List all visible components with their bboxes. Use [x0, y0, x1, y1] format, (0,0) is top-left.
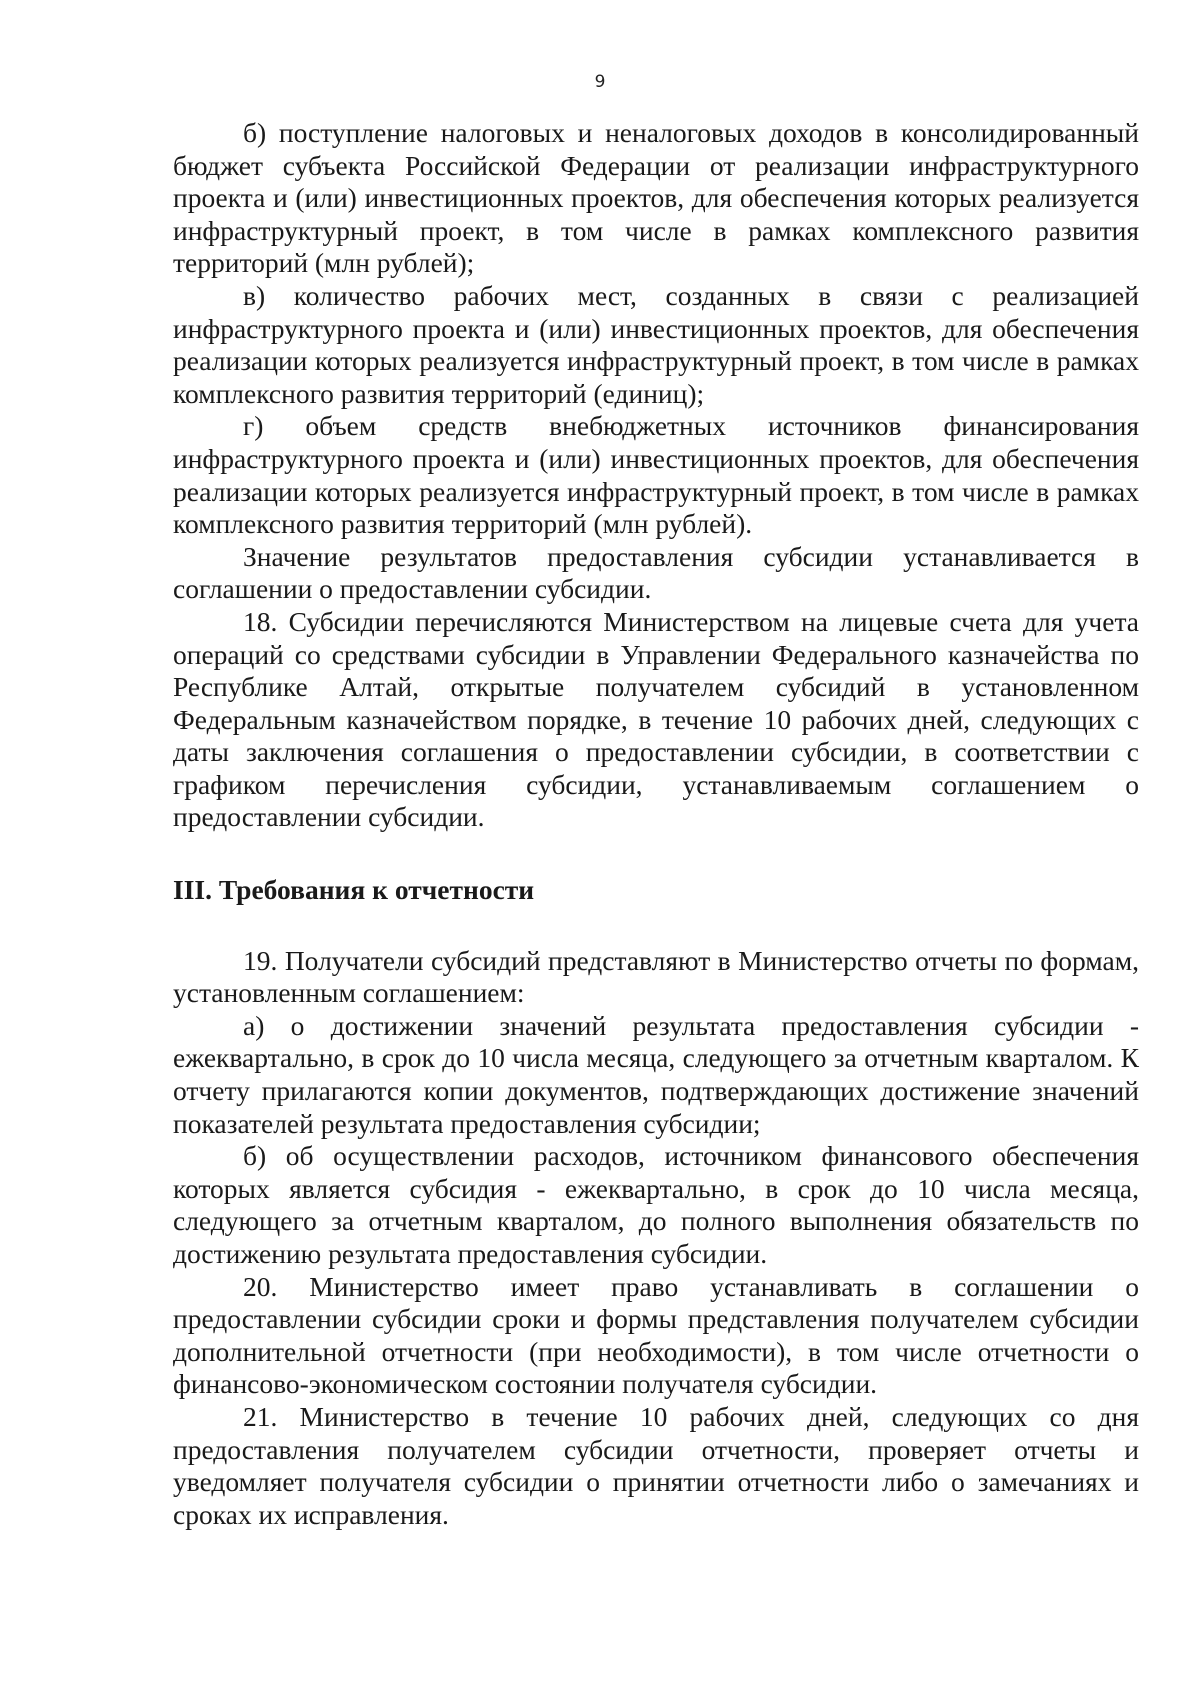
paragraph-item-b-tax-revenue: б) поступление налоговых и неналоговых доходов в консолидированный бюджет субъекта Российской Федерации от реализации инфраструктурного проекта и (или) инвестиционных проектов, для обеспечения которых реализуется инфраструктурный проект, в том числе в рамках комплексного развития территорий (млн рублей);	[173, 117, 1139, 279]
paragraph-clause-19-a: а) о достижении значений результата предоставления субсидии - ежеквартально, в срок до 10 числа месяца, следующего за отчетным кварталом. К отчету прилагаются копии документов, подтверждающих достижение значений показателей результата предоставления субсидии;	[173, 1009, 1139, 1139]
document-body	[173, 117, 1139, 1531]
paragraph-clause-21: 21. Министерство в течение 10 рабочих дней, следующих со дня предоставления получателем субсидии отчетности, проверяет отчеты и уведомляет получателя субсидии о принятии отчетности либо о замечаниях и сроках их исправления.	[173, 1400, 1139, 1530]
paragraph-clause-18: 18. Субсидии перечисляются Министерством на лицевые счета для учета операций со средствами субсидии в Управлении Федерального казначейства по Республике Алтай, открытые получателем субсидий в установленном Федеральным казначейством порядке, в течение 10 рабочих дней, следующих с даты заключения соглашения о предоставлении субсидии, в соответствии с графиком перечисления субсидии, устанавливаемым соглашением о предоставлении субсидии.	[173, 605, 1139, 833]
paragraph-item-g-offbudget-funds: г) объем средств внебюджетных источников финансирования инфраструктурного проекта и (или) инвестиционных проектов, для обеспечения реализации которых реализуется инфраструктурный проект, в том числе в рамках комплексного развития территорий (млн рублей).	[173, 410, 1139, 540]
paragraph-clause-19: 19. Получатели субсидий представляют в Министерство отчеты по формам, установленным соглашением:	[173, 944, 1139, 1009]
paragraph-item-v-jobs: в) количество рабочих мест, созданных в связи с реализацией инфраструктурного проекта и (или) инвестиционных проектов, для обеспечения реализации которых реализуется инфраструктурный проект, в том числе в рамках комплексного развития территорий (единиц);	[173, 279, 1139, 409]
spacer	[173, 834, 1139, 874]
spacer	[173, 907, 1139, 945]
paragraph-clause-19-b: б) об осуществлении расходов, источником финансового обеспечения которых является субсидия - ежеквартально, в срок до 10 числа месяца, следующего за отчетным кварталом, до полного выполнения обязательств по достижению результата предоставления субсидии.	[173, 1140, 1139, 1269]
paragraph-clause-20: 20. Министерство имеет право устанавливать в соглашении о предоставлении субсидии сроки и формы представления получателем субсидии дополнительной отчетности (при необходимости), в том числе отчетности о финансово-экономическом состоянии получателя субсидии.	[173, 1270, 1139, 1400]
paragraph-results-value: Значение результатов предоставления субсидии устанавливается в соглашении о предоставлении субсидии.	[173, 540, 1139, 605]
page-number: 9	[594, 72, 606, 92]
section-heading: III. Требования к отчетности	[173, 874, 535, 906]
